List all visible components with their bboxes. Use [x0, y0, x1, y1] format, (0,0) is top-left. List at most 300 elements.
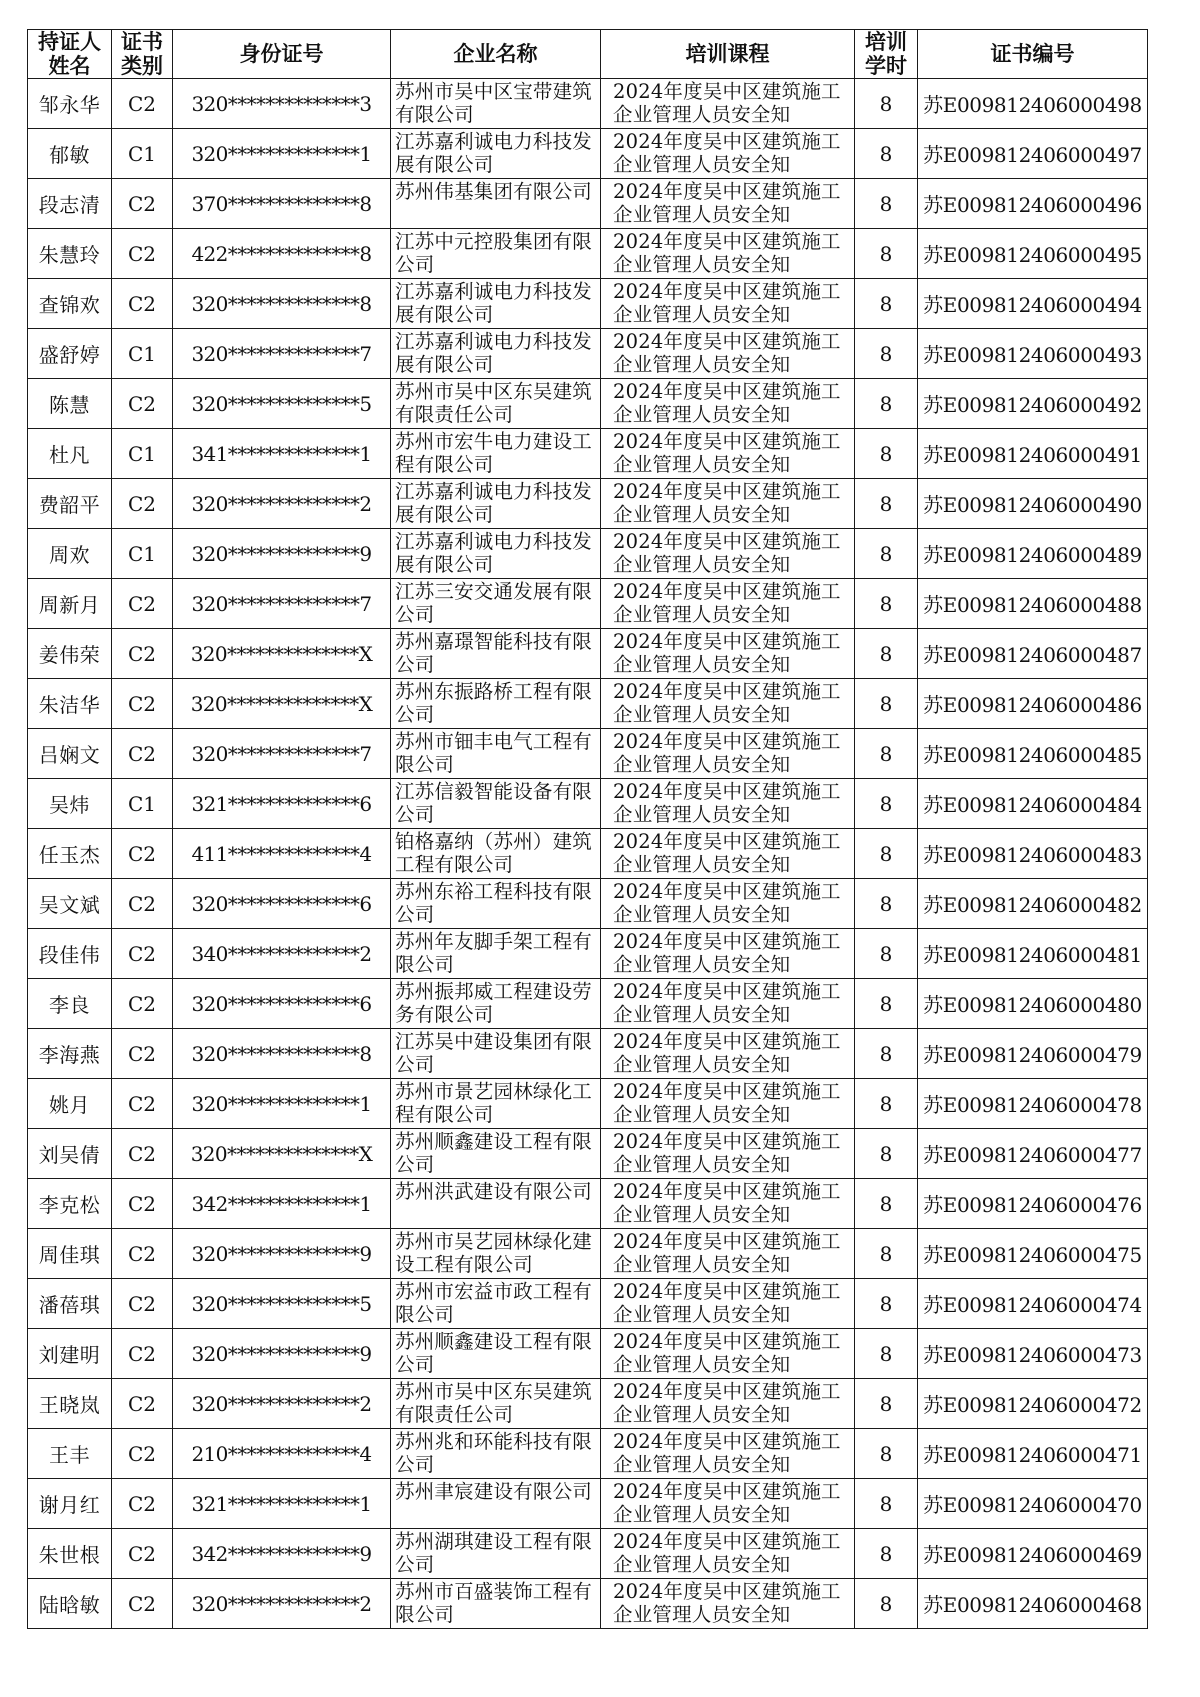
- company-name-cell-text: 苏州东裕工程科技有限公司: [395, 880, 593, 926]
- cert-category-cell: C2: [112, 1279, 173, 1329]
- company-name-cell: [391, 679, 601, 729]
- company-name-cell: [391, 579, 601, 629]
- cert-category-cell: C2: [112, 579, 173, 629]
- cert-number-cell: 苏E009812406000475: [918, 1229, 1148, 1279]
- holder-name-cell: 费韶平: [28, 479, 112, 529]
- training-course-cell: [601, 829, 855, 879]
- training-course-cell-text: 2024年度吴中区建筑施工企业管理人员安全知: [613, 930, 841, 976]
- table-row: [28, 1579, 1148, 1629]
- company-name-cell: [391, 429, 601, 479]
- training-course-cell: [601, 929, 855, 979]
- training-course-cell: [601, 179, 855, 229]
- company-name-cell-text: 江苏嘉利诚电力科技发展有限公司: [395, 330, 593, 376]
- training-course-cell-text: 2024年度吴中区建筑施工企业管理人员安全知: [613, 580, 841, 626]
- training-course-cell: [601, 1229, 855, 1279]
- id-number-cell: 342**************9: [173, 1529, 391, 1579]
- training-course-cell-text: 2024年度吴中区建筑施工企业管理人员安全知: [613, 80, 841, 126]
- holder-name-cell: 陈慧: [28, 379, 112, 429]
- training-course-cell-text: 2024年度吴中区建筑施工企业管理人员安全知: [613, 1280, 841, 1326]
- training-hours-cell: 8: [855, 1379, 918, 1429]
- table-row: [28, 679, 1148, 729]
- training-course-cell: [601, 629, 855, 679]
- cert-number-cell: 苏E009812406000477: [918, 1129, 1148, 1179]
- training-hours-cell: 8: [855, 79, 918, 129]
- training-course-cell: [601, 1579, 855, 1629]
- header-training-course: 培训课程: [601, 30, 855, 79]
- training-hours-cell: 8: [855, 279, 918, 329]
- company-name-cell: [391, 329, 601, 379]
- cert-category-cell: C1: [112, 429, 173, 479]
- id-number-cell: 320**************8: [173, 279, 391, 329]
- company-name-cell: [391, 1429, 601, 1479]
- training-course-cell-text: 2024年度吴中区建筑施工企业管理人员安全知: [613, 880, 841, 926]
- training-course-cell-text: 2024年度吴中区建筑施工企业管理人员安全知: [613, 730, 841, 776]
- cert-category-cell: C2: [112, 679, 173, 729]
- id-number-cell: 342**************1: [173, 1179, 391, 1229]
- cert-category-cell: C2: [112, 79, 173, 129]
- company-name-cell-text: 江苏吴中建设集团有限公司: [395, 1030, 593, 1076]
- holder-name-cell: 周佳琪: [28, 1229, 112, 1279]
- table-row: [28, 479, 1148, 529]
- cert-number-cell: 苏E009812406000480: [918, 979, 1148, 1029]
- company-name-cell: [391, 779, 601, 829]
- company-name-cell-text: 苏州市吴中区东吴建筑有限责任公司: [395, 380, 593, 426]
- id-number-cell: 320**************X: [173, 629, 391, 679]
- header-id-number: 身份证号: [173, 30, 391, 79]
- id-number-cell: 320**************8: [173, 1029, 391, 1079]
- cert-category-cell: C2: [112, 879, 173, 929]
- table-row: [28, 529, 1148, 579]
- company-name-cell-text: 苏州兆和环能科技有限公司: [395, 1430, 593, 1476]
- table-row: [28, 1529, 1148, 1579]
- training-hours-cell: 8: [855, 129, 918, 179]
- training-course-cell-text: 2024年度吴中区建筑施工企业管理人员安全知: [613, 1380, 841, 1426]
- training-hours-cell: 8: [855, 529, 918, 579]
- holder-name-cell: 潘蓓琪: [28, 1279, 112, 1329]
- cert-number-cell: 苏E009812406000474: [918, 1279, 1148, 1329]
- training-hours-cell: 8: [855, 879, 918, 929]
- id-number-cell: 320**************6: [173, 979, 391, 1029]
- company-name-cell-text: 苏州年友脚手架工程有限公司: [395, 930, 593, 976]
- id-number-cell: 370**************8: [173, 179, 391, 229]
- id-number-cell: 411**************4: [173, 829, 391, 879]
- training-hours-cell: 8: [855, 1529, 918, 1579]
- cert-category-cell: C2: [112, 729, 173, 779]
- cert-number-cell: 苏E009812406000489: [918, 529, 1148, 579]
- cert-category-cell: C2: [112, 179, 173, 229]
- id-number-cell: 210**************4: [173, 1429, 391, 1479]
- cert-category-cell: C2: [112, 1329, 173, 1379]
- training-hours-cell: 8: [855, 1179, 918, 1229]
- holder-name-cell: 周新月: [28, 579, 112, 629]
- cert-number-cell: 苏E009812406000479: [918, 1029, 1148, 1079]
- training-course-cell-text: 2024年度吴中区建筑施工企业管理人员安全知: [613, 1430, 841, 1476]
- id-number-cell: 320**************X: [173, 679, 391, 729]
- id-number-cell: 320**************1: [173, 129, 391, 179]
- training-hours-cell: 8: [855, 729, 918, 779]
- cert-category-cell: C2: [112, 479, 173, 529]
- header-holder-name: 持证人 姓名: [28, 30, 112, 79]
- table-row: [28, 279, 1148, 329]
- training-course-cell-text: 2024年度吴中区建筑施工企业管理人员安全知: [613, 1080, 841, 1126]
- cert-category-cell: C2: [112, 1179, 173, 1229]
- company-name-cell-text: 苏州顺鑫建设工程有限公司: [395, 1330, 593, 1376]
- company-name-cell-text: 苏州市吴艺园林绿化建设工程有限公司: [395, 1230, 593, 1276]
- id-number-cell: 320**************3: [173, 79, 391, 129]
- training-course-cell: [601, 1329, 855, 1379]
- training-course-cell: [601, 329, 855, 379]
- holder-name-cell: 王丰: [28, 1429, 112, 1479]
- company-name-cell-text: 苏州东振路桥工程有限公司: [395, 680, 593, 726]
- company-name-cell-text: 铂格嘉纳（苏州）建筑工程有限公司: [395, 830, 593, 876]
- training-hours-cell: 8: [855, 1479, 918, 1529]
- holder-name-cell: 刘建明: [28, 1329, 112, 1379]
- training-hours-cell: 8: [855, 1129, 918, 1179]
- table-row: [28, 1479, 1148, 1529]
- table-row: [28, 379, 1148, 429]
- table-row: [28, 1429, 1148, 1479]
- company-name-cell: [391, 979, 601, 1029]
- table-row: [28, 779, 1148, 829]
- id-number-cell: 320**************5: [173, 379, 391, 429]
- company-name-cell: [391, 129, 601, 179]
- holder-name-cell: 刘吴倩: [28, 1129, 112, 1179]
- company-name-cell-text: 江苏三安交通发展有限公司: [395, 580, 593, 626]
- company-name-cell-text: 苏州市百盛装饰工程有限公司: [395, 1580, 593, 1626]
- cert-category-cell: C2: [112, 1479, 173, 1529]
- holder-name-cell: 查锦欢: [28, 279, 112, 329]
- training-course-cell: [601, 1129, 855, 1179]
- holder-name-cell: 朱世根: [28, 1529, 112, 1579]
- cert-number-cell: 苏E009812406000468: [918, 1579, 1148, 1629]
- training-course-cell-text: 2024年度吴中区建筑施工企业管理人员安全知: [613, 630, 841, 676]
- training-course-cell: [601, 1529, 855, 1579]
- id-number-cell: 320**************6: [173, 879, 391, 929]
- table-row: [28, 579, 1148, 629]
- company-name-cell: [391, 729, 601, 779]
- training-course-cell: [601, 379, 855, 429]
- training-course-cell-text: 2024年度吴中区建筑施工企业管理人员安全知: [613, 830, 841, 876]
- holder-name-cell: 姚月: [28, 1079, 112, 1129]
- table-row: [28, 929, 1148, 979]
- company-name-cell-text: 苏州伟基集团有限公司: [395, 180, 593, 203]
- training-course-cell: [601, 1079, 855, 1129]
- id-number-cell: 320**************2: [173, 479, 391, 529]
- company-name-cell: [391, 1179, 601, 1229]
- company-name-cell-text: 苏州市吴中区东吴建筑有限责任公司: [395, 1380, 593, 1426]
- holder-name-cell: 李海燕: [28, 1029, 112, 1079]
- cert-category-cell: C2: [112, 979, 173, 1029]
- training-course-cell: [601, 479, 855, 529]
- id-number-cell: 321**************6: [173, 779, 391, 829]
- holder-name-cell: 段志清: [28, 179, 112, 229]
- header-company-name: 企业名称: [391, 30, 601, 79]
- cert-number-cell: 苏E009812406000498: [918, 79, 1148, 129]
- training-course-cell-text: 2024年度吴中区建筑施工企业管理人员安全知: [613, 1530, 841, 1576]
- training-hours-cell: 8: [855, 679, 918, 729]
- table-row: [28, 1129, 1148, 1179]
- cert-category-cell: C2: [112, 1029, 173, 1079]
- cert-number-cell: 苏E009812406000478: [918, 1079, 1148, 1129]
- training-course-cell-text: 2024年度吴中区建筑施工企业管理人员安全知: [613, 1230, 841, 1276]
- cert-category-cell: C1: [112, 129, 173, 179]
- company-name-cell: [391, 629, 601, 679]
- header-cert-category: 证书 类别: [112, 30, 173, 79]
- company-name-cell-text: 苏州市吴中区宝带建筑有限公司: [395, 80, 593, 126]
- training-course-cell: [601, 429, 855, 479]
- holder-name-cell: 吕娴文: [28, 729, 112, 779]
- company-name-cell-text: 江苏中元控股集团有限公司: [395, 230, 593, 276]
- cert-category-cell: C2: [112, 1229, 173, 1279]
- cert-category-cell: C2: [112, 1129, 173, 1179]
- training-course-cell: [601, 879, 855, 929]
- id-number-cell: 320**************9: [173, 1329, 391, 1379]
- training-course-cell-text: 2024年度吴中区建筑施工企业管理人员安全知: [613, 430, 841, 476]
- table-row: [28, 1029, 1148, 1079]
- company-name-cell-text: 江苏嘉利诚电力科技发展有限公司: [395, 530, 593, 576]
- table-row: [28, 729, 1148, 779]
- holder-name-cell: 杜凡: [28, 429, 112, 479]
- company-name-cell-text: 苏州市景艺园林绿化工程有限公司: [395, 1080, 593, 1126]
- table-row: [28, 1229, 1148, 1279]
- holder-name-cell: 陆晗敏: [28, 1579, 112, 1629]
- cert-number-cell: 苏E009812406000490: [918, 479, 1148, 529]
- training-course-cell: [601, 779, 855, 829]
- training-hours-cell: 8: [855, 1279, 918, 1329]
- cert-number-cell: 苏E009812406000483: [918, 829, 1148, 879]
- company-name-cell: [391, 1229, 601, 1279]
- training-course-cell-text: 2024年度吴中区建筑施工企业管理人员安全知: [613, 1580, 841, 1626]
- header-cert-number: 证书编号: [918, 30, 1148, 79]
- training-course-cell-text: 2024年度吴中区建筑施工企业管理人员安全知: [613, 330, 841, 376]
- company-name-cell: [391, 1329, 601, 1379]
- cert-category-cell: C2: [112, 1529, 173, 1579]
- company-name-cell: [391, 229, 601, 279]
- training-course-cell: [601, 1429, 855, 1479]
- company-name-cell-text: 苏州市钿丰电气工程有限公司: [395, 730, 593, 776]
- company-name-cell-text: 江苏嘉利诚电力科技发展有限公司: [395, 280, 593, 326]
- cert-category-cell: C2: [112, 1079, 173, 1129]
- training-hours-cell: 8: [855, 579, 918, 629]
- id-number-cell: 321**************1: [173, 1479, 391, 1529]
- company-name-cell: [391, 1479, 601, 1529]
- cert-number-cell: 苏E009812406000482: [918, 879, 1148, 929]
- training-hours-cell: 8: [855, 779, 918, 829]
- cert-category-cell: C2: [112, 379, 173, 429]
- training-course-cell-text: 2024年度吴中区建筑施工企业管理人员安全知: [613, 1130, 841, 1176]
- company-name-cell: [391, 1379, 601, 1429]
- id-number-cell: 320**************X: [173, 1129, 391, 1179]
- company-name-cell-text: 苏州振邦威工程建设劳务有限公司: [395, 980, 593, 1026]
- cert-number-cell: 苏E009812406000495: [918, 229, 1148, 279]
- training-course-cell-text: 2024年度吴中区建筑施工企业管理人员安全知: [613, 530, 841, 576]
- holder-name-cell: 谢月红: [28, 1479, 112, 1529]
- certificate-roster-table: [27, 29, 1148, 1629]
- training-course-cell: [601, 79, 855, 129]
- training-course-cell: [601, 1179, 855, 1229]
- training-hours-cell: 8: [855, 329, 918, 379]
- training-course-cell-text: 2024年度吴中区建筑施工企业管理人员安全知: [613, 680, 841, 726]
- holder-name-cell: 朱洁华: [28, 679, 112, 729]
- training-course-cell-text: 2024年度吴中区建筑施工企业管理人员安全知: [613, 1330, 841, 1376]
- training-hours-cell: 8: [855, 929, 918, 979]
- training-course-cell-text: 2024年度吴中区建筑施工企业管理人员安全知: [613, 1480, 841, 1526]
- cert-number-cell: 苏E009812406000492: [918, 379, 1148, 429]
- training-hours-cell: 8: [855, 479, 918, 529]
- id-number-cell: 341**************1: [173, 429, 391, 479]
- training-course-cell: [601, 529, 855, 579]
- cert-category-cell: C2: [112, 929, 173, 979]
- training-hours-cell: 8: [855, 1429, 918, 1479]
- training-course-cell-text: 2024年度吴中区建筑施工企业管理人员安全知: [613, 1030, 841, 1076]
- training-course-cell: [601, 679, 855, 729]
- holder-name-cell: 邹永华: [28, 79, 112, 129]
- holder-name-cell: 段佳伟: [28, 929, 112, 979]
- company-name-cell-text: 苏州湖琪建设工程有限公司: [395, 1530, 593, 1576]
- training-hours-cell: 8: [855, 629, 918, 679]
- holder-name-cell: 吴炜: [28, 779, 112, 829]
- company-name-cell: [391, 879, 601, 929]
- holder-name-cell: 任玉杰: [28, 829, 112, 879]
- training-hours-cell: 8: [855, 1579, 918, 1629]
- cert-number-cell: 苏E009812406000476: [918, 1179, 1148, 1229]
- training-hours-cell: 8: [855, 179, 918, 229]
- company-name-cell: [391, 1029, 601, 1079]
- cert-category-cell: C2: [112, 1379, 173, 1429]
- holder-name-cell: 朱慧玲: [28, 229, 112, 279]
- table-row: [28, 1079, 1148, 1129]
- id-number-cell: 320**************7: [173, 729, 391, 779]
- company-name-cell: [391, 1529, 601, 1579]
- training-hours-cell: 8: [855, 1029, 918, 1079]
- company-name-cell: [391, 479, 601, 529]
- cert-number-cell: 苏E009812406000497: [918, 129, 1148, 179]
- company-name-cell: [391, 1579, 601, 1629]
- training-course-cell: [601, 229, 855, 279]
- company-name-cell-text: 苏州聿宸建设有限公司: [395, 1480, 593, 1503]
- holder-name-cell: 姜伟荣: [28, 629, 112, 679]
- id-number-cell: 320**************5: [173, 1279, 391, 1329]
- table-body: [28, 79, 1148, 1629]
- company-name-cell-text: 苏州洪武建设有限公司: [395, 1180, 593, 1203]
- header-training-hours: 培训 学时: [855, 30, 918, 79]
- training-course-cell: [601, 979, 855, 1029]
- training-course-cell-text: 2024年度吴中区建筑施工企业管理人员安全知: [613, 280, 841, 326]
- company-name-cell-text: 江苏信毅智能设备有限公司: [395, 780, 593, 826]
- cert-category-cell: C2: [112, 829, 173, 879]
- training-course-cell-text: 2024年度吴中区建筑施工企业管理人员安全知: [613, 180, 841, 226]
- holder-name-cell: 周欢: [28, 529, 112, 579]
- table-row: [28, 229, 1148, 279]
- company-name-cell: [391, 379, 601, 429]
- training-course-cell: [601, 1279, 855, 1329]
- id-number-cell: 320**************2: [173, 1579, 391, 1629]
- cert-category-cell: C2: [112, 1429, 173, 1479]
- cert-category-cell: C2: [112, 229, 173, 279]
- cert-number-cell: 苏E009812406000496: [918, 179, 1148, 229]
- table-row: [28, 1179, 1148, 1229]
- company-name-cell: [391, 79, 601, 129]
- table-row: [28, 629, 1148, 679]
- cert-category-cell: C2: [112, 279, 173, 329]
- training-hours-cell: 8: [855, 379, 918, 429]
- cert-number-cell: 苏E009812406000469: [918, 1529, 1148, 1579]
- id-number-cell: 320**************1: [173, 1079, 391, 1129]
- cert-category-cell: C1: [112, 329, 173, 379]
- cert-category-cell: C2: [112, 629, 173, 679]
- table-row: [28, 979, 1148, 1029]
- certificate-roster-sheet: [27, 29, 1147, 1629]
- company-name-cell: [391, 929, 601, 979]
- training-course-cell-text: 2024年度吴中区建筑施工企业管理人员安全知: [613, 230, 841, 276]
- table-row: [28, 1279, 1148, 1329]
- table-row: [28, 79, 1148, 129]
- company-name-cell: [391, 1079, 601, 1129]
- training-course-cell: [601, 1479, 855, 1529]
- cert-number-cell: 苏E009812406000485: [918, 729, 1148, 779]
- table-header-row: [28, 30, 1148, 79]
- cert-number-cell: 苏E009812406000470: [918, 1479, 1148, 1529]
- company-name-cell-text: 苏州嘉璟智能科技有限公司: [395, 630, 593, 676]
- training-course-cell-text: 2024年度吴中区建筑施工企业管理人员安全知: [613, 780, 841, 826]
- id-number-cell: 320**************7: [173, 579, 391, 629]
- id-number-cell: 422**************8: [173, 229, 391, 279]
- table-row: [28, 1379, 1148, 1429]
- training-course-cell: [601, 1379, 855, 1429]
- cert-category-cell: C1: [112, 779, 173, 829]
- company-name-cell: [391, 1279, 601, 1329]
- training-course-cell-text: 2024年度吴中区建筑施工企业管理人员安全知: [613, 1180, 841, 1226]
- holder-name-cell: 郁敏: [28, 129, 112, 179]
- company-name-cell-text: 苏州市宏益市政工程有限公司: [395, 1280, 593, 1326]
- training-hours-cell: 8: [855, 229, 918, 279]
- training-course-cell-text: 2024年度吴中区建筑施工企业管理人员安全知: [613, 130, 841, 176]
- id-number-cell: 340**************2: [173, 929, 391, 979]
- cert-number-cell: 苏E009812406000481: [918, 929, 1148, 979]
- id-number-cell: 320**************2: [173, 1379, 391, 1429]
- table-row: [28, 829, 1148, 879]
- training-hours-cell: 8: [855, 1079, 918, 1129]
- training-course-cell-text: 2024年度吴中区建筑施工企业管理人员安全知: [613, 980, 841, 1026]
- company-name-cell: [391, 279, 601, 329]
- training-hours-cell: 8: [855, 429, 918, 479]
- id-number-cell: 320**************9: [173, 529, 391, 579]
- training-course-cell: [601, 129, 855, 179]
- holder-name-cell: 李良: [28, 979, 112, 1029]
- company-name-cell-text: 苏州市宏牛电力建设工程有限公司: [395, 430, 593, 476]
- table-row: [28, 129, 1148, 179]
- cert-category-cell: C1: [112, 529, 173, 579]
- table-row: [28, 429, 1148, 479]
- table-row: [28, 879, 1148, 929]
- training-course-cell: [601, 729, 855, 779]
- company-name-cell: [391, 829, 601, 879]
- cert-number-cell: 苏E009812406000487: [918, 629, 1148, 679]
- training-hours-cell: 8: [855, 829, 918, 879]
- company-name-cell: [391, 1129, 601, 1179]
- holder-name-cell: 盛舒婷: [28, 329, 112, 379]
- company-name-cell-text: 苏州顺鑫建设工程有限公司: [395, 1130, 593, 1176]
- cert-number-cell: 苏E009812406000484: [918, 779, 1148, 829]
- company-name-cell-text: 江苏嘉利诚电力科技发展有限公司: [395, 130, 593, 176]
- id-number-cell: 320**************9: [173, 1229, 391, 1279]
- id-number-cell: 320**************7: [173, 329, 391, 379]
- holder-name-cell: 王晓岚: [28, 1379, 112, 1429]
- training-course-cell-text: 2024年度吴中区建筑施工企业管理人员安全知: [613, 480, 841, 526]
- training-hours-cell: 8: [855, 1229, 918, 1279]
- cert-number-cell: 苏E009812406000494: [918, 279, 1148, 329]
- training-hours-cell: 8: [855, 979, 918, 1029]
